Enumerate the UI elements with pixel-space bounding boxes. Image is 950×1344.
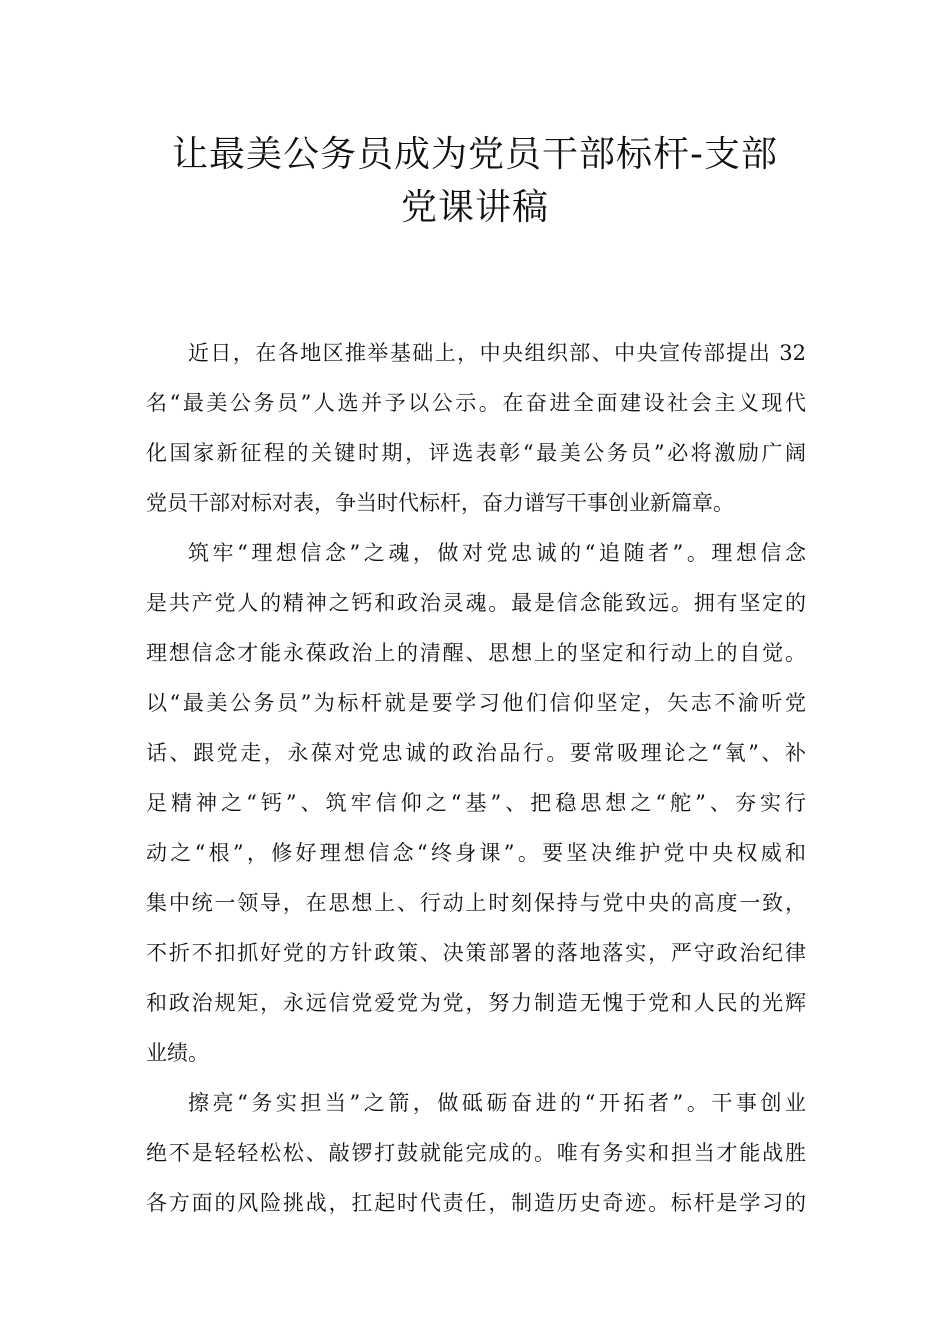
paragraph-line: 擦亮“务实担当”之箭，做砥砺奋进的“开拓者”。干事创业 — [188, 1091, 806, 1115]
paragraph-line: 集中统一领导，在思想上、行动上时刻保持与党中央的高度一致， — [146, 891, 806, 915]
paragraph-line: 近日，在各地区推举基础上，中央组织部、中央宣传部提出 32 — [188, 341, 806, 365]
paragraph-line: 动之“根”，修好理想信念“终身课”。要坚决维护党中央权威和 — [146, 841, 806, 865]
paragraph-3 — [146, 1085, 806, 1235]
paragraph-line: 是共产党人的精神之钙和政治灵魂。最是信念能致远。拥有坚定的 — [146, 591, 806, 615]
title-line-2: 党课讲稿 — [400, 187, 549, 228]
paragraph-2 — [146, 535, 806, 1085]
paragraph-line: 话、跟党走，永葆对党忠诚的政治品行。要常吸理论之“氧”、补 — [146, 741, 806, 765]
paragraph-line: 名“最美公务员”人选并予以公示。在奋进全面建设社会主义现代 — [146, 391, 806, 415]
paragraph-line: 绝不是轻轻松松、敲锣打鼓就能完成的。唯有务实和担当才能战胜 — [146, 1141, 806, 1165]
paragraph-line: 不折不扣抓好党的方针政策、决策部署的落地落实，严守政治纪律 — [146, 941, 806, 965]
document-title — [100, 128, 850, 234]
paragraph-line: 理想信念才能永葆政治上的清醒、思想上的坚定和行动上的自觉。 — [146, 641, 806, 665]
paragraph-1 — [146, 335, 806, 535]
paragraph-line: 业绩。 — [146, 1041, 209, 1065]
paragraph-line: 足精神之“钙”、筑牢信仰之“基”、把稳思想之“舵”、夯实行 — [146, 791, 806, 815]
paragraph-line: 和政治规矩，永远信党爱党为党，努力制造无愧于党和人民的光辉 — [146, 991, 806, 1015]
paragraph-line: 党员干部对标对表，争当时代标杆，奋力谱写干事创业新篇章。 — [146, 491, 734, 515]
paragraph-line: 以“最美公务员”为标杆就是要学习他们信仰坚定，矢志不渝听党 — [146, 691, 806, 715]
document-body — [146, 335, 806, 1235]
title-line-1: 让最美公务员成为党员干部标杆-支部 — [172, 134, 778, 175]
paragraph-line: 筑牢“理想信念”之魂，做对党忠诚的“追随者”。理想信念 — [188, 541, 806, 565]
paragraph-line: 各方面的风险挑战，扛起时代责任，制造历史奇迹。标杆是学习的 — [146, 1191, 806, 1215]
paragraph-line: 化国家新征程的关键时期，评选表彰“最美公务员”必将激励广阔 — [146, 441, 806, 465]
